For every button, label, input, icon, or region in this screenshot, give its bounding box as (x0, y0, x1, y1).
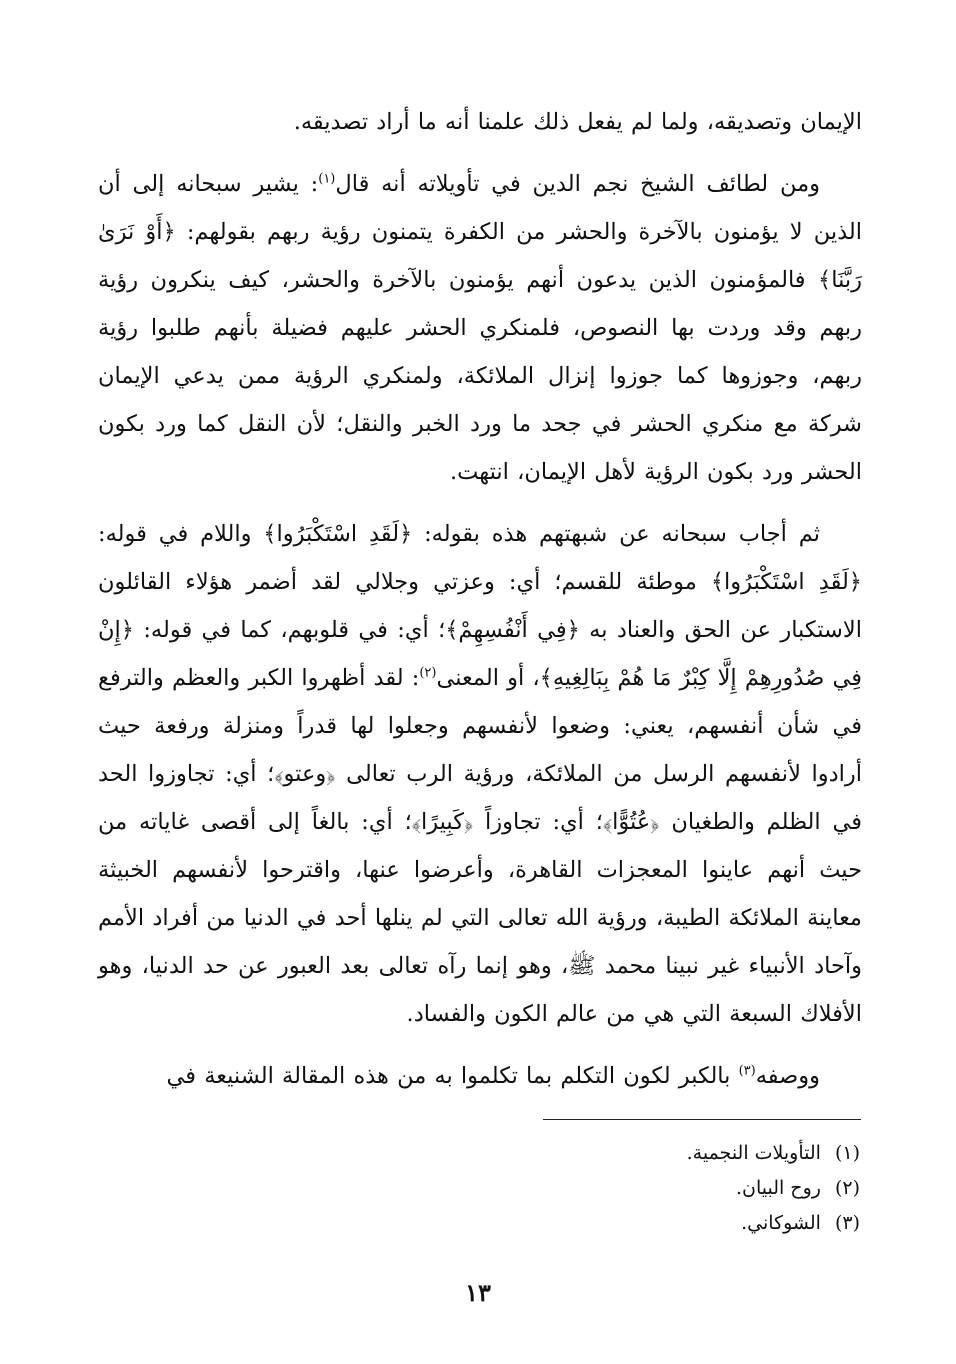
footnote-number: (٢) (834, 1177, 860, 1199)
paragraph-gap (98, 146, 862, 160)
footnote-2 (687, 1171, 860, 1206)
footnote-ref[interactable]: (٣) (738, 1063, 756, 1079)
paragraph-text: الإيمان وتصديقه، ولما لم يفعل ذلك علمنا أنه ما أراد تصديقه. (293, 109, 862, 135)
paragraph-wasfuhu (98, 1052, 862, 1100)
footnote-number: (٣) (834, 1212, 860, 1234)
paragraph-gap (98, 1038, 862, 1052)
footnotes (687, 1136, 860, 1241)
footnote-separator (543, 1119, 861, 1120)
footnote-3 (687, 1206, 860, 1241)
paragraph-najm-aldin (98, 160, 862, 496)
footnote-text: التأويلات النجمية. (686, 1142, 821, 1164)
page-body (98, 98, 862, 1100)
footnote-text: روح البيان. (735, 1177, 821, 1199)
footnote-text: الشوكاني. (741, 1212, 821, 1234)
paragraph-gap (98, 496, 862, 510)
paragraph-continuation (98, 98, 862, 146)
footnote-1 (687, 1136, 860, 1171)
paragraph-istakbaru (98, 510, 862, 1038)
paragraph-text: ووصفه (755, 1063, 820, 1089)
footnote-ref[interactable]: (٢) (419, 665, 437, 681)
paragraph-text: بالكبر لكون التكلم بما تكلموا به من هذه المقالة الشنيعة في (166, 1063, 739, 1089)
paragraph-text: : يشير سبحانه إلى أن الذين لا يؤمنون بالآخرة والحشر من الكفرة يتمنون رؤية ربهم بقولهم: ﴿أَوْ نَرَىٰ رَبَّنَا﴾ فالمؤمنون الذين يدعون أنهم يؤمنون بالآخرة والحشر، كيف ينكرون رؤية ربهم وقد وردت بها النصوص، فلمنكري الحشر عليهم فضيلة بأنهم طلبوا رؤية ربهم، وجوزوها كما جوزوا إنزال الملائكة، ولمنكري الرؤية ممن يدعي الإيمان شركة مع منكري الحشر في جحد ما ورد الخبر والنقل؛ لأن النقل كما ورد بكون الحشر ورد بكون الرؤية لأهل الإيمان، انتهت. (98, 171, 862, 485)
footnote-ref[interactable]: (١) (318, 171, 336, 187)
page-number: ١٣ (465, 1278, 491, 1307)
footnote-number: (١) (834, 1142, 860, 1164)
paragraph-text: ومن لطائف الشيخ نجم الدين في تأويلاته أنه قال (335, 171, 820, 197)
paragraph-text: : لقد أظهروا الكبر والعظم والترفع في شأن أنفسهم، يعني: وضعوا لأنفسهم وجعلوا لها قدراً ومنزلة ورفعة حيث أرادوا لأنفسهم الرسل من الملائكة، ورؤية الرب تعالى ﴿وعتو﴾؛ أي: تجاوزوا الحد في الظلم والطغيان ﴿عُتُوًّا﴾؛ أي: تجاوزاً ﴿كَبِيرًا﴾؛ أي: بالغاً إلى أقصى غاياته من حيث أنهم عاينوا المعجزات القاهرة، وأعرضوا عنها، واقترحوا لأنفسهم الخبيثة معاينة الملائكة الطيبة، ورؤية الله تعالى التي لم ينلها أحد في الدنيا من أفراد الأمم وآحاد الأنبياء غير نبينا محمد ﷺ، وهو إنما رآه تعالى بعد العبور عن حد الدنيا، وهو الأفلاك السبعة التي هي من عالم الكون والفساد. (97, 665, 862, 1027)
paragraph-text: ثم أجاب سبحانه عن شبهتهم هذه بقوله: ﴿لَقَدِ اسْتَكْبَرُوا﴾ واللام في قوله: ﴿لَقَدِ اسْتَكْبَرُوا﴾ موطئة للقسم؛ أي: وعزتي وجلالي لقد أضمر هؤلاء القائلون الاستكبار عن الحق والعناد به ﴿فِي أَنْفُسِهِمْ﴾؛ أي: في قلوبهم، كما في قوله: ﴿إِنْ فِي صُدُورِهِمْ إِلَّا كِبْرٌ مَا هُمْ بِبَالِغِيهِ﴾، أو المعنى (98, 521, 862, 691)
